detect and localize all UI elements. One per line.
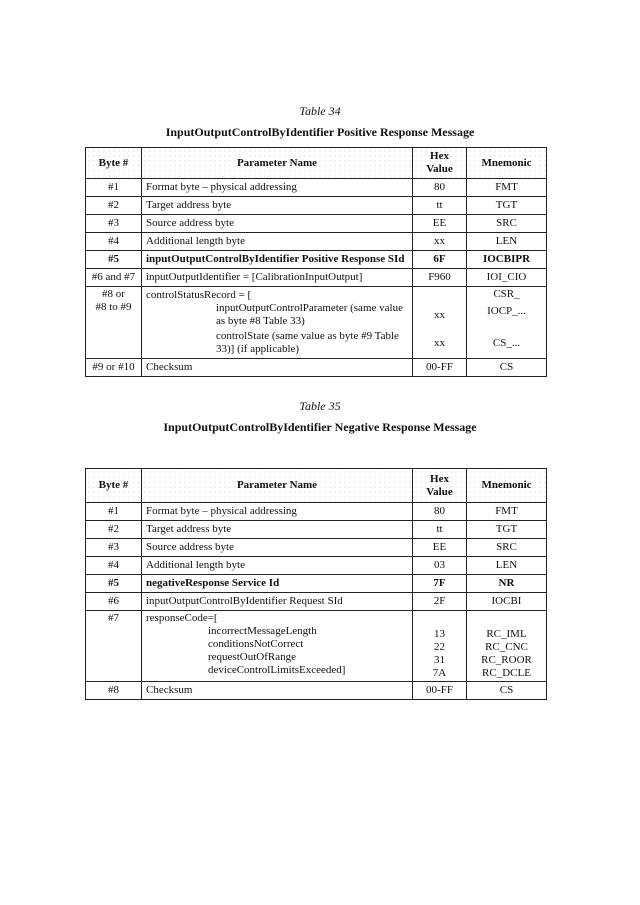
table-34-title: InputOutputControlByIdentifier Positive Response Message bbox=[165, 125, 475, 139]
byte-cell: #3 bbox=[86, 539, 142, 557]
parameter-cell: negativeResponse Service Id bbox=[142, 575, 413, 593]
parameter-cell: Additional length byte bbox=[142, 557, 413, 575]
table-34 bbox=[85, 147, 547, 377]
mnemonic-cell: SRC bbox=[467, 215, 547, 233]
table-row bbox=[86, 197, 547, 215]
parameter-cell: Additional length byte bbox=[142, 233, 413, 251]
mnemonic-cell: TGT bbox=[467, 521, 547, 539]
parameter-cell: responseCode=[ incorrectMessageLength conditionsNotCorrect requestOutOfRange deviceControlLimitsExceeded] bbox=[142, 611, 413, 682]
header-byte: Byte # bbox=[86, 469, 142, 503]
byte-cell: #2 bbox=[86, 197, 142, 215]
parameter-cell: Target address byte bbox=[142, 521, 413, 539]
header-hex-value: Hex Value bbox=[413, 469, 467, 503]
table-row bbox=[86, 611, 547, 682]
table-row bbox=[86, 359, 547, 377]
table-35-caption: Table 35 bbox=[299, 399, 341, 413]
byte-cell: #7 bbox=[86, 611, 142, 682]
header-mnemonic: Mnemonic bbox=[467, 148, 547, 179]
hex-cell: xx xx bbox=[413, 287, 467, 359]
table-row bbox=[86, 269, 547, 287]
byte-cell: #8 bbox=[86, 682, 142, 700]
mnemonic-cell: TGT bbox=[467, 197, 547, 215]
hex-cell: tt bbox=[413, 197, 467, 215]
table-row bbox=[86, 557, 547, 575]
parameter-cell: Checksum bbox=[142, 359, 413, 377]
hex-cell: 6F bbox=[413, 251, 467, 269]
table-34-caption: Table 34 bbox=[299, 104, 341, 118]
table-row bbox=[86, 287, 547, 359]
parameter-cell: inputOutputControlByIdentifier Request SId bbox=[142, 593, 413, 611]
parameter-cell: Target address byte bbox=[142, 197, 413, 215]
parameter-cell: inputOutputIdentifier = [CalibrationInputOutput] bbox=[142, 269, 413, 287]
byte-cell: #5 bbox=[86, 575, 142, 593]
mnemonic-cell: IOI_CIO bbox=[467, 269, 547, 287]
mnemonic-cell: NR bbox=[467, 575, 547, 593]
hex-cell: 80 bbox=[413, 179, 467, 197]
byte-cell: #8 or #8 to #9 bbox=[86, 287, 142, 359]
mnemonic-cell: CS bbox=[467, 359, 547, 377]
mnemonic-cell: CSR_ IOCP_... CS_... bbox=[467, 287, 547, 359]
hex-cell: EE bbox=[413, 215, 467, 233]
hex-cell: tt bbox=[413, 521, 467, 539]
table-row bbox=[86, 682, 547, 700]
table-row bbox=[86, 179, 547, 197]
table-row bbox=[86, 521, 547, 539]
byte-cell: #6 bbox=[86, 593, 142, 611]
parameter-cell: controlStatusRecord = [ inputOutputControlParameter (same value as byte #8 Table 33) controlState (same value as byte #9 Table 33)] (if applicable) bbox=[142, 287, 413, 359]
hex-cell: 00-FF bbox=[413, 359, 467, 377]
table-35 bbox=[85, 468, 547, 700]
table-row bbox=[86, 593, 547, 611]
table-row bbox=[86, 503, 547, 521]
byte-cell: #3 bbox=[86, 215, 142, 233]
mnemonic-cell: FMT bbox=[467, 179, 547, 197]
hex-cell: 13 22 31 7A bbox=[413, 611, 467, 682]
hex-cell: 00-FF bbox=[413, 682, 467, 700]
table-row bbox=[86, 233, 547, 251]
table-row bbox=[86, 575, 547, 593]
parameter-cell: Format byte – physical addressing bbox=[142, 503, 413, 521]
table-row bbox=[86, 215, 547, 233]
hex-cell: 80 bbox=[413, 503, 467, 521]
mnemonic-cell: LEN bbox=[467, 233, 547, 251]
table-row bbox=[86, 539, 547, 557]
parameter-cell: inputOutputControlByIdentifier Positive Response SId bbox=[142, 251, 413, 269]
table-row bbox=[86, 251, 547, 269]
hex-cell: EE bbox=[413, 539, 467, 557]
hex-cell: 2F bbox=[413, 593, 467, 611]
table-35-title: InputOutputControlByIdentifier Negative Response Message bbox=[163, 420, 477, 434]
byte-cell: #4 bbox=[86, 233, 142, 251]
mnemonic-cell: IOCBI bbox=[467, 593, 547, 611]
parameter-cell: Checksum bbox=[142, 682, 413, 700]
byte-cell: #4 bbox=[86, 557, 142, 575]
parameter-cell: Format byte – physical addressing bbox=[142, 179, 413, 197]
byte-cell: #9 or #10 bbox=[86, 359, 142, 377]
hex-cell: F960 bbox=[413, 269, 467, 287]
byte-cell: #1 bbox=[86, 503, 142, 521]
byte-cell: #1 bbox=[86, 179, 142, 197]
hex-cell: xx bbox=[413, 233, 467, 251]
byte-cell: #2 bbox=[86, 521, 142, 539]
byte-cell: #5 bbox=[86, 251, 142, 269]
mnemonic-cell: IOCBIPR bbox=[467, 251, 547, 269]
header-mnemonic: Mnemonic bbox=[467, 469, 547, 503]
mnemonic-cell: CS bbox=[467, 682, 547, 700]
header-parameter-name: Parameter Name bbox=[142, 469, 413, 503]
header-hex-value: Hex Value bbox=[413, 148, 467, 179]
mnemonic-cell: LEN bbox=[467, 557, 547, 575]
header-byte: Byte # bbox=[86, 148, 142, 179]
mnemonic-cell: SRC bbox=[467, 539, 547, 557]
hex-cell: 7F bbox=[413, 575, 467, 593]
mnemonic-cell: FMT bbox=[467, 503, 547, 521]
parameter-cell: Source address byte bbox=[142, 215, 413, 233]
hex-cell: 03 bbox=[413, 557, 467, 575]
mnemonic-cell: RC_IML RC_CNC RC_ROOR RC_DCLE bbox=[467, 611, 547, 682]
parameter-cell: Source address byte bbox=[142, 539, 413, 557]
header-parameter-name: Parameter Name bbox=[142, 148, 413, 179]
byte-cell: #6 and #7 bbox=[86, 269, 142, 287]
